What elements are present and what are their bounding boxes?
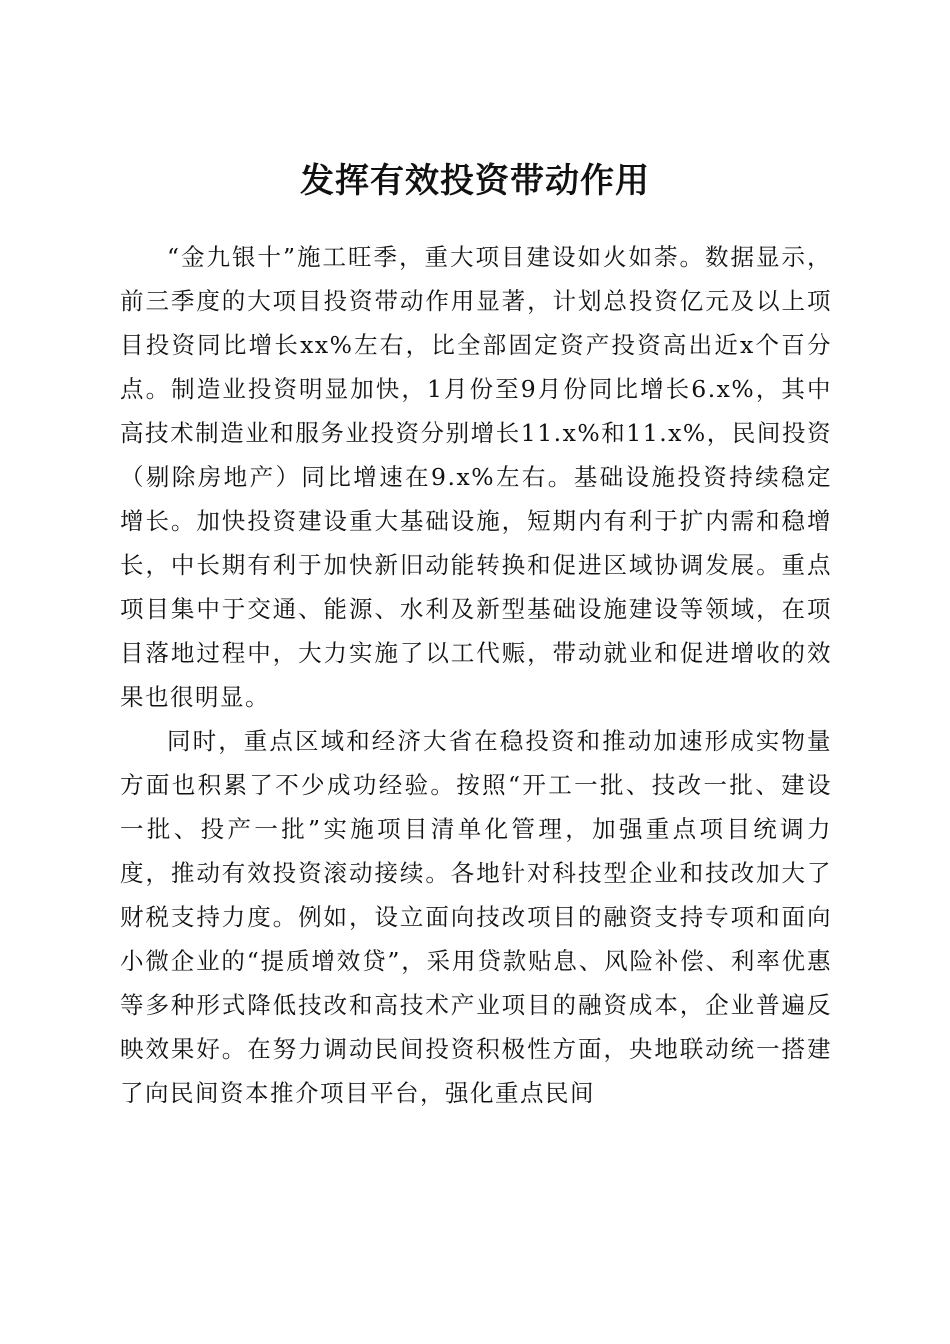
document-body <box>120 235 832 1115</box>
paragraph-2: 同时，重点区域和经济大省在稳投资和推动加速形成实物量方面也积累了不少成功经验。按照“开工一批、技改一批、建设一批、投产一批”实施项目清单化管理，加强重点项目统调力度，推动有效投资滚动接续。各地针对科技型企业和技改加大了财税支持力度。例如，设立面向技改项目的融资支持专项和面向小微企业的“提质增效贷”，采用贷款贴息、风险补偿、利率优惠等多种形式降低技改和高技术产业项目的融资成本，企业普遍反映效果好。在努力调动民间投资积极性方面，央地联动统一搭建了向民间资本推介项目平台，强化重点民间 <box>120 727 832 1107</box>
paragraph-1: “金九银十”施工旺季，重大项目建设如火如荼。数据显示，前三季度的大项目投资带动作用显著，计划总投资亿元及以上项目投资同比增长xx%左右，比全部固定资产投资高出近x个百分点。制造业投资明显加快，1月份至9月份同比增长6.x%，其中高技术制造业和服务业投资分别增长11.x%和11.x%，民间投资（剔除房地产）同比增速在9.x%左右。基础设施投资持续稳定增长。加快投资建设重大基础设施，短期内有利于扩内需和稳增长，中长期有利于加快新旧动能转换和促进区域协调发展。重点项目集中于交通、能源、水利及新型基础设施建设等领域，在项目落地过程中，大力实施了以工代赈，带动就业和促进增收的效果也很明显。 <box>120 243 832 711</box>
document-title: 发挥有效投资带动作用 <box>300 160 650 201</box>
